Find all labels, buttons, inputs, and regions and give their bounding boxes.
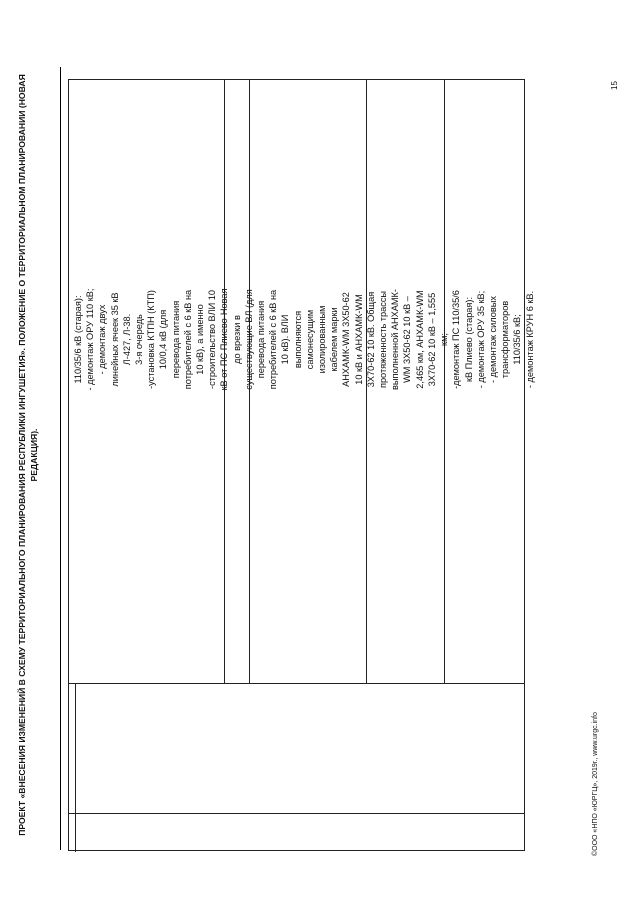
cell-line: WM 3Х50-62 10 кВ –	[402, 296, 413, 383]
header-rule	[60, 67, 61, 850]
cell-line: кВ Плиево (старая):	[463, 296, 474, 383]
running-header	[16, 60, 40, 850]
table-divider	[75, 683, 76, 852]
cell-line: самонесущим	[304, 309, 315, 370]
cell-line: трансформаторов	[500, 300, 511, 379]
cell-line: АНХАМК-WM 3Х50-62	[341, 292, 352, 387]
cell-line: 110/35/6 кВ (старая):	[73, 295, 83, 384]
table-cell-text	[72, 82, 536, 597]
cell-line: -установка КТПН (КТП)	[146, 290, 157, 389]
cell-line: потребителей с 6 кВ на	[268, 289, 279, 390]
footer-copyright: ©ООО «НПО «ЮРГЦ», 2019г., www.urgc.info	[592, 712, 599, 856]
table-divider	[69, 813, 524, 814]
cell-line: -демонтаж ПС 110/35/6	[451, 290, 462, 389]
cell-line: 3Х70-62 10 кВ. Общая	[365, 291, 376, 388]
cell-line: до врезки в	[231, 315, 242, 364]
cell-line: - демонтаж силовых	[487, 296, 498, 383]
cell-line: 10 кВ). ВЛИ	[280, 314, 291, 365]
cell-line: - демонтаж КРУН 6 кВ.	[524, 290, 535, 389]
cell-line: выполненной АНХАМК-	[390, 289, 401, 390]
cell-line: Л-427, Л-38.	[121, 313, 132, 366]
table-divider	[69, 683, 524, 684]
cell-line: существующие ВЛ (для	[243, 289, 254, 390]
cell-line: линейных ячеек 35 кВ	[109, 292, 120, 387]
header-title-line1: ПРОЕКТ «ВНЕСЕНИЯ ИЗМЕНЕНИЙ В СХЕМУ ТЕРРИТОРИАЛЬНОГО ПЛАНИРОВАНИЯ РЕСПУБЛИКИ ИНГУШЕТИЯ». ПОЛОЖЕНИЕ О ТЕРРИТОРИАЛЬНОМ ПЛАНИРОВАНИИ (НОВАЯ	[17, 74, 27, 836]
cell-line: 3Х70-62 10 кВ – 1,555	[426, 292, 437, 387]
cell-line: км;	[439, 333, 450, 346]
cell-line: кВ от ПС Плиево-Новая	[219, 288, 230, 391]
cell-line: 2,465 км, АНХАМК-WM	[414, 290, 425, 389]
cell-line: - демонтаж двух	[97, 304, 108, 375]
cell-line: 110/35/6 кВ;	[512, 314, 523, 365]
page-number: 15	[610, 81, 619, 90]
cell-line: - демонтаж ОРУ 110 кВ;	[85, 288, 96, 391]
cell-line: выполняются	[292, 310, 303, 369]
cell-line: кабелем марки	[329, 307, 340, 372]
cell-line: 10/0,4 кВ (для	[158, 309, 169, 370]
cell-line: -строительство ВЛИ 10	[207, 290, 218, 389]
cell-line: 10 кВ), а именно	[195, 304, 206, 375]
cell-line: изолированным	[317, 305, 328, 374]
cell-line: 10 кВ и АНХАМК-WM	[353, 294, 364, 385]
cell-line: 3-я очередь	[134, 314, 145, 365]
cell-line: протяженность трассы	[378, 290, 389, 389]
header-title-line2: РЕДАКЦИЯ).	[29, 428, 39, 482]
cell-line: - демонтаж ОРУ 35 кВ;	[475, 290, 486, 389]
cell-line: перевода питания	[256, 300, 267, 379]
cell-line: потребителей с 6 кВ на	[182, 289, 193, 390]
cell-line: перевода питания	[170, 300, 181, 379]
